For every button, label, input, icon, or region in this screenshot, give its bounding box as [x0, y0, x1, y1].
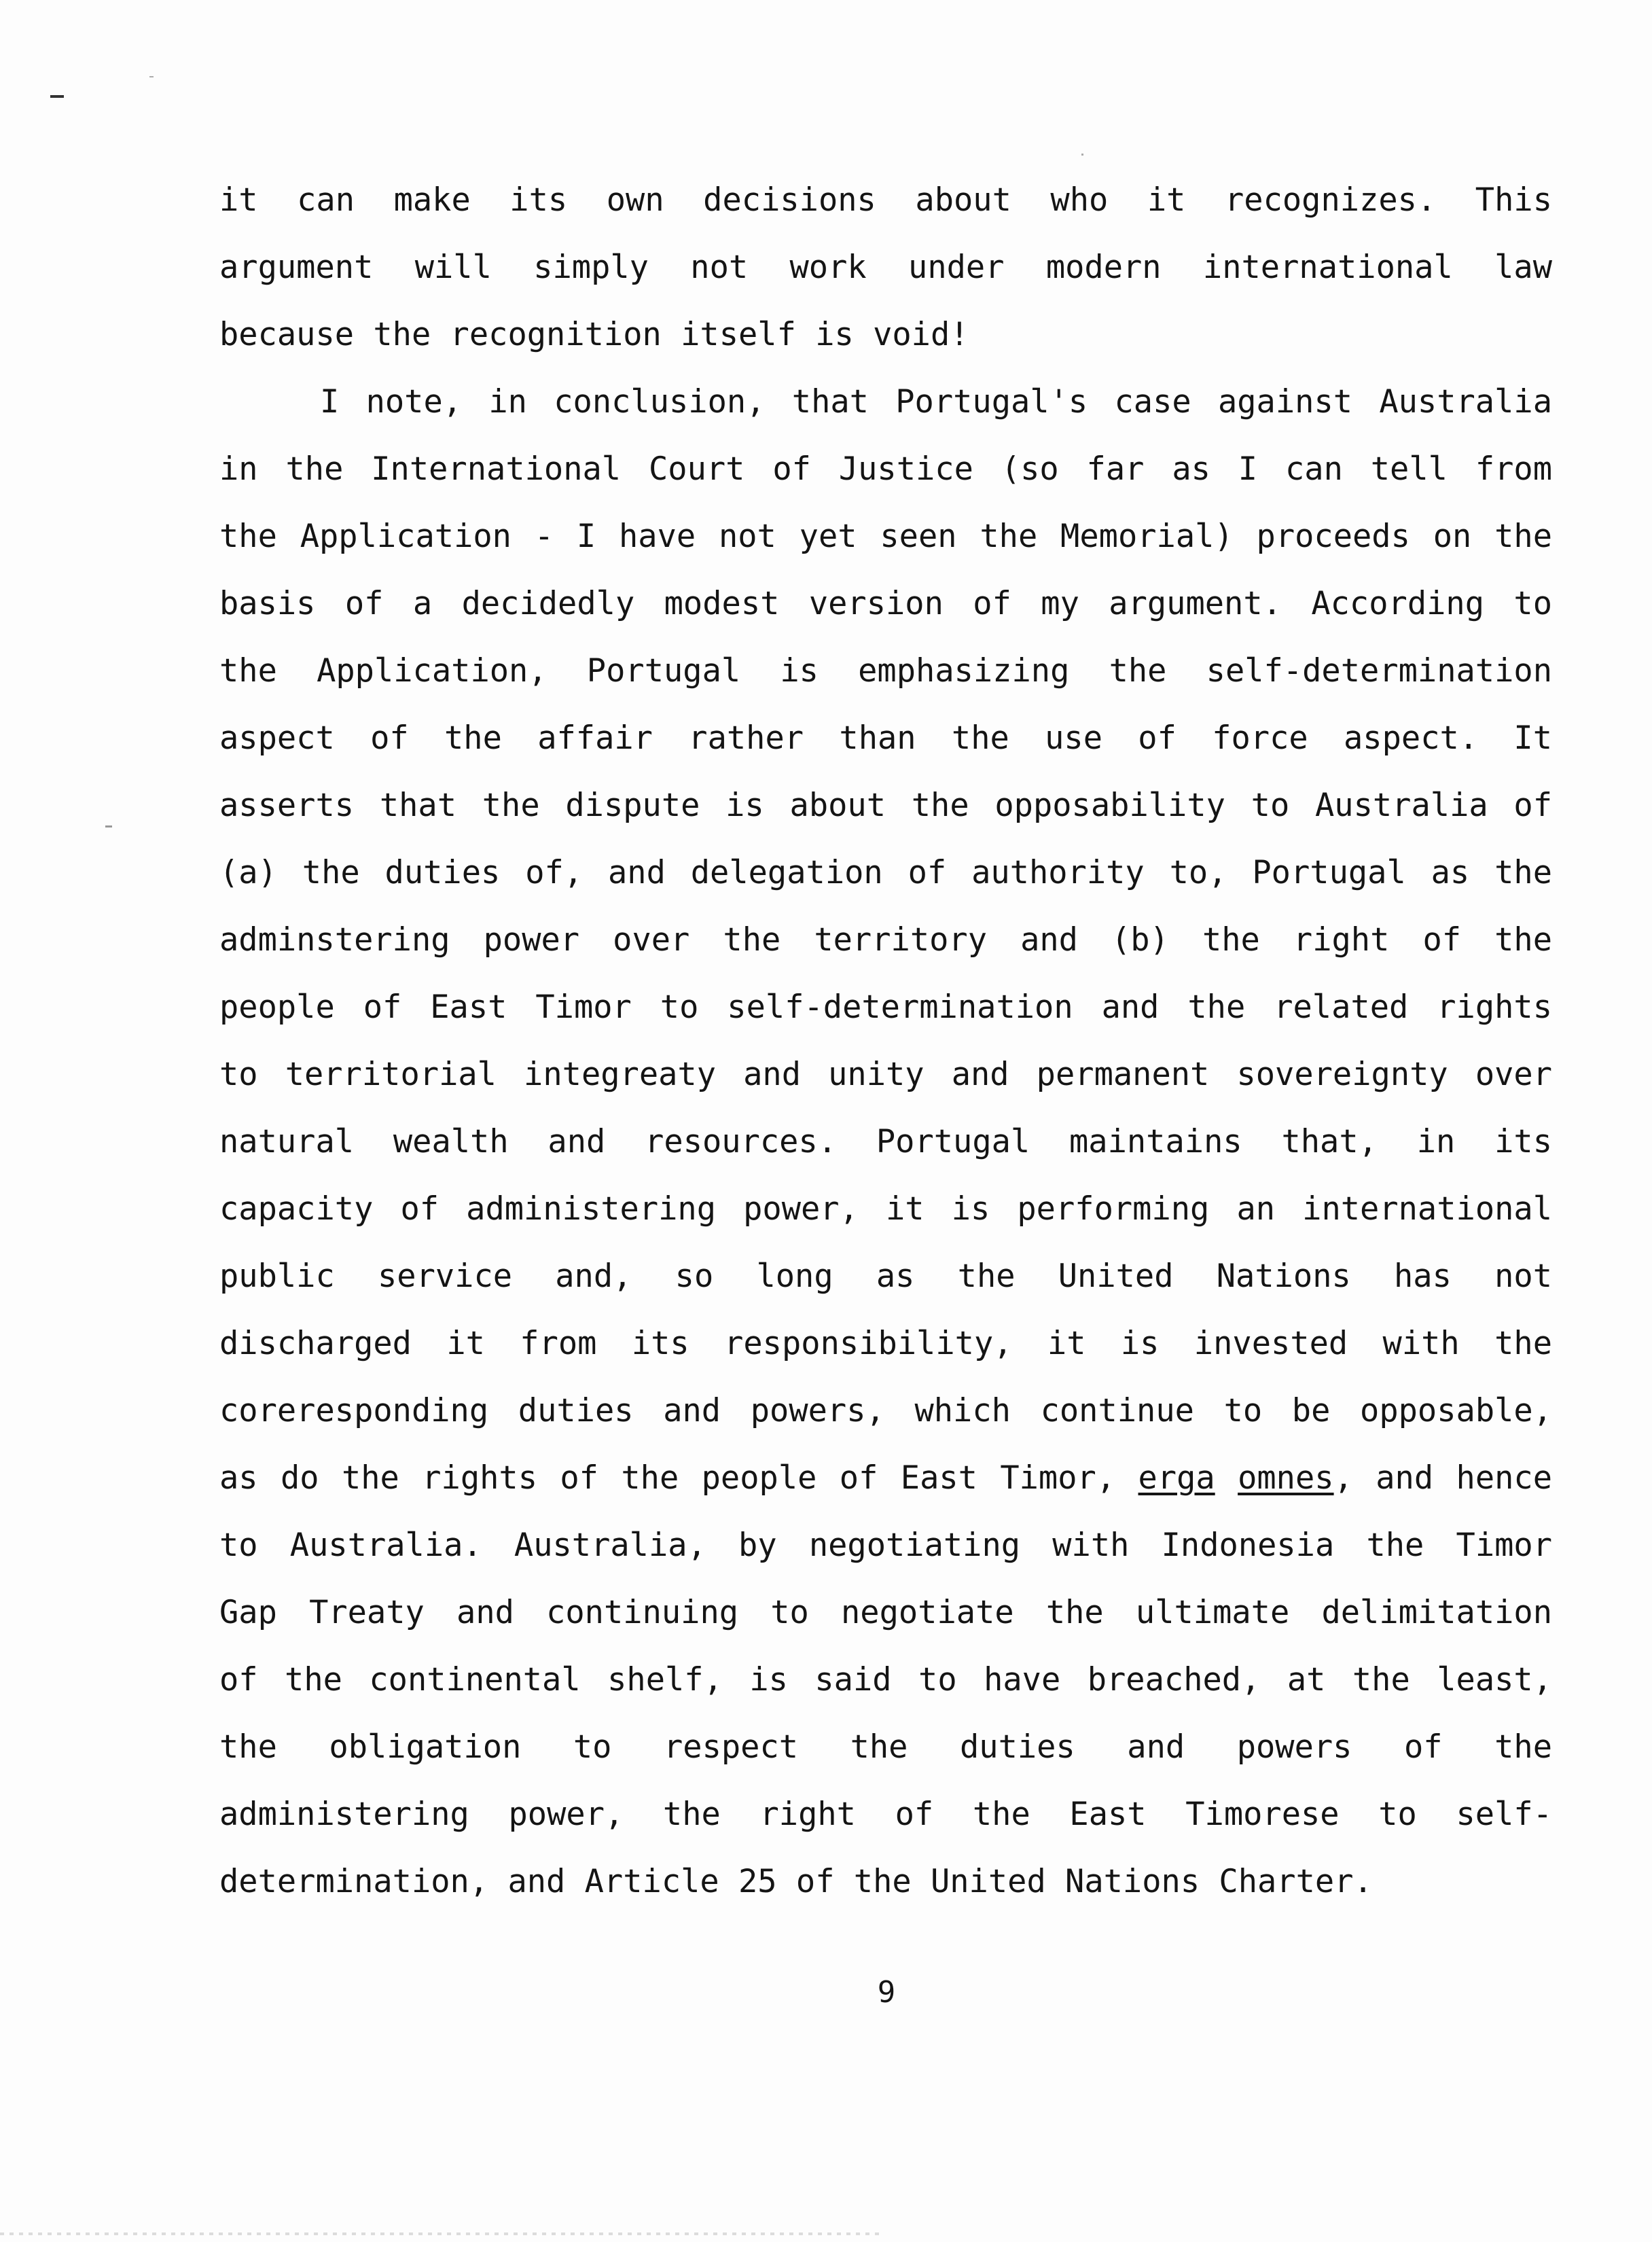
scan-speck: [105, 825, 112, 828]
scan-edge-artifact: [0, 2232, 883, 2235]
text-line: coreresponding duties and powers, which continue to be opposable,: [219, 1392, 1552, 1429]
text-line: the obligation to respect the duties and powers of the: [219, 1728, 1552, 1766]
text-line: of the continental shelf, is said to have breached, at the least,: [219, 1661, 1552, 1698]
text-line: natural wealth and resources. Portugal maintains that, in its: [219, 1123, 1552, 1160]
text-line: discharged it from its responsibility, it is invested with the: [219, 1325, 1552, 1362]
text-line: determination, and Article 25 of the United Nations Charter.: [219, 1863, 1373, 1900]
scan-speck: [50, 95, 64, 98]
text-line: it can make its own decisions about who it recognizes. This: [219, 181, 1552, 219]
text-line: the Application - I have not yet seen the Memorial) proceeds on the: [219, 518, 1552, 555]
text-line: the Application, Portugal is emphasizing the self-determination: [219, 652, 1552, 690]
page-number: 9: [877, 1975, 896, 2010]
text-line: basis of a decidedly modest version of my argument. According to: [219, 585, 1552, 622]
text-line: administering power, the right of the East Timorese to self-: [219, 1796, 1552, 1833]
text-line: (a) the duties of, and delegation of authority to, Portugal as the: [219, 854, 1552, 891]
text-segment: as do the rights of the people of East Timor,: [219, 1459, 1116, 1497]
text-line: aspect of the affair rather than the use of force aspect. It: [219, 719, 1552, 757]
text-line: adminstering power over the territory and (b) the right of the: [219, 921, 1552, 959]
text-line: capacity of administering power, it is performing an international: [219, 1190, 1552, 1228]
underlined-latin-term: erga: [1138, 1459, 1215, 1497]
text-line: Gap Treaty and continuing to negotiate the ultimate delimitation: [219, 1594, 1552, 1631]
text-line: to Australia. Australia, by negotiating with Indonesia the Timor: [219, 1527, 1552, 1564]
text-line: I note, in conclusion, that Portugal's case against Australia: [320, 383, 1552, 421]
paragraph-1: [219, 166, 1552, 368]
text-line: people of East Timor to self-determination and the related rights: [219, 989, 1552, 1026]
scan-speck: [149, 76, 154, 77]
text-line: asserts that the dispute is about the opposability to Australia of: [219, 787, 1552, 824]
underlined-latin-term: omnes: [1238, 1459, 1334, 1497]
text-segment: , and hence: [1333, 1459, 1553, 1497]
text-line: in the International Court of Justice (so far as I can tell from: [219, 450, 1552, 488]
scan-speck: [1081, 154, 1083, 156]
text-line-with-latin-term: [219, 1444, 1552, 1512]
text-line: because the recognition itself is void!: [219, 316, 969, 353]
text-line: to territorial integreaty and unity and permanent sovereignty over: [219, 1056, 1552, 1093]
text-line: public service and, so long as the United Nations has not: [219, 1258, 1552, 1295]
paragraph-2: [219, 368, 1552, 1915]
text-line: argument will simply not work under modern international law: [219, 249, 1552, 286]
